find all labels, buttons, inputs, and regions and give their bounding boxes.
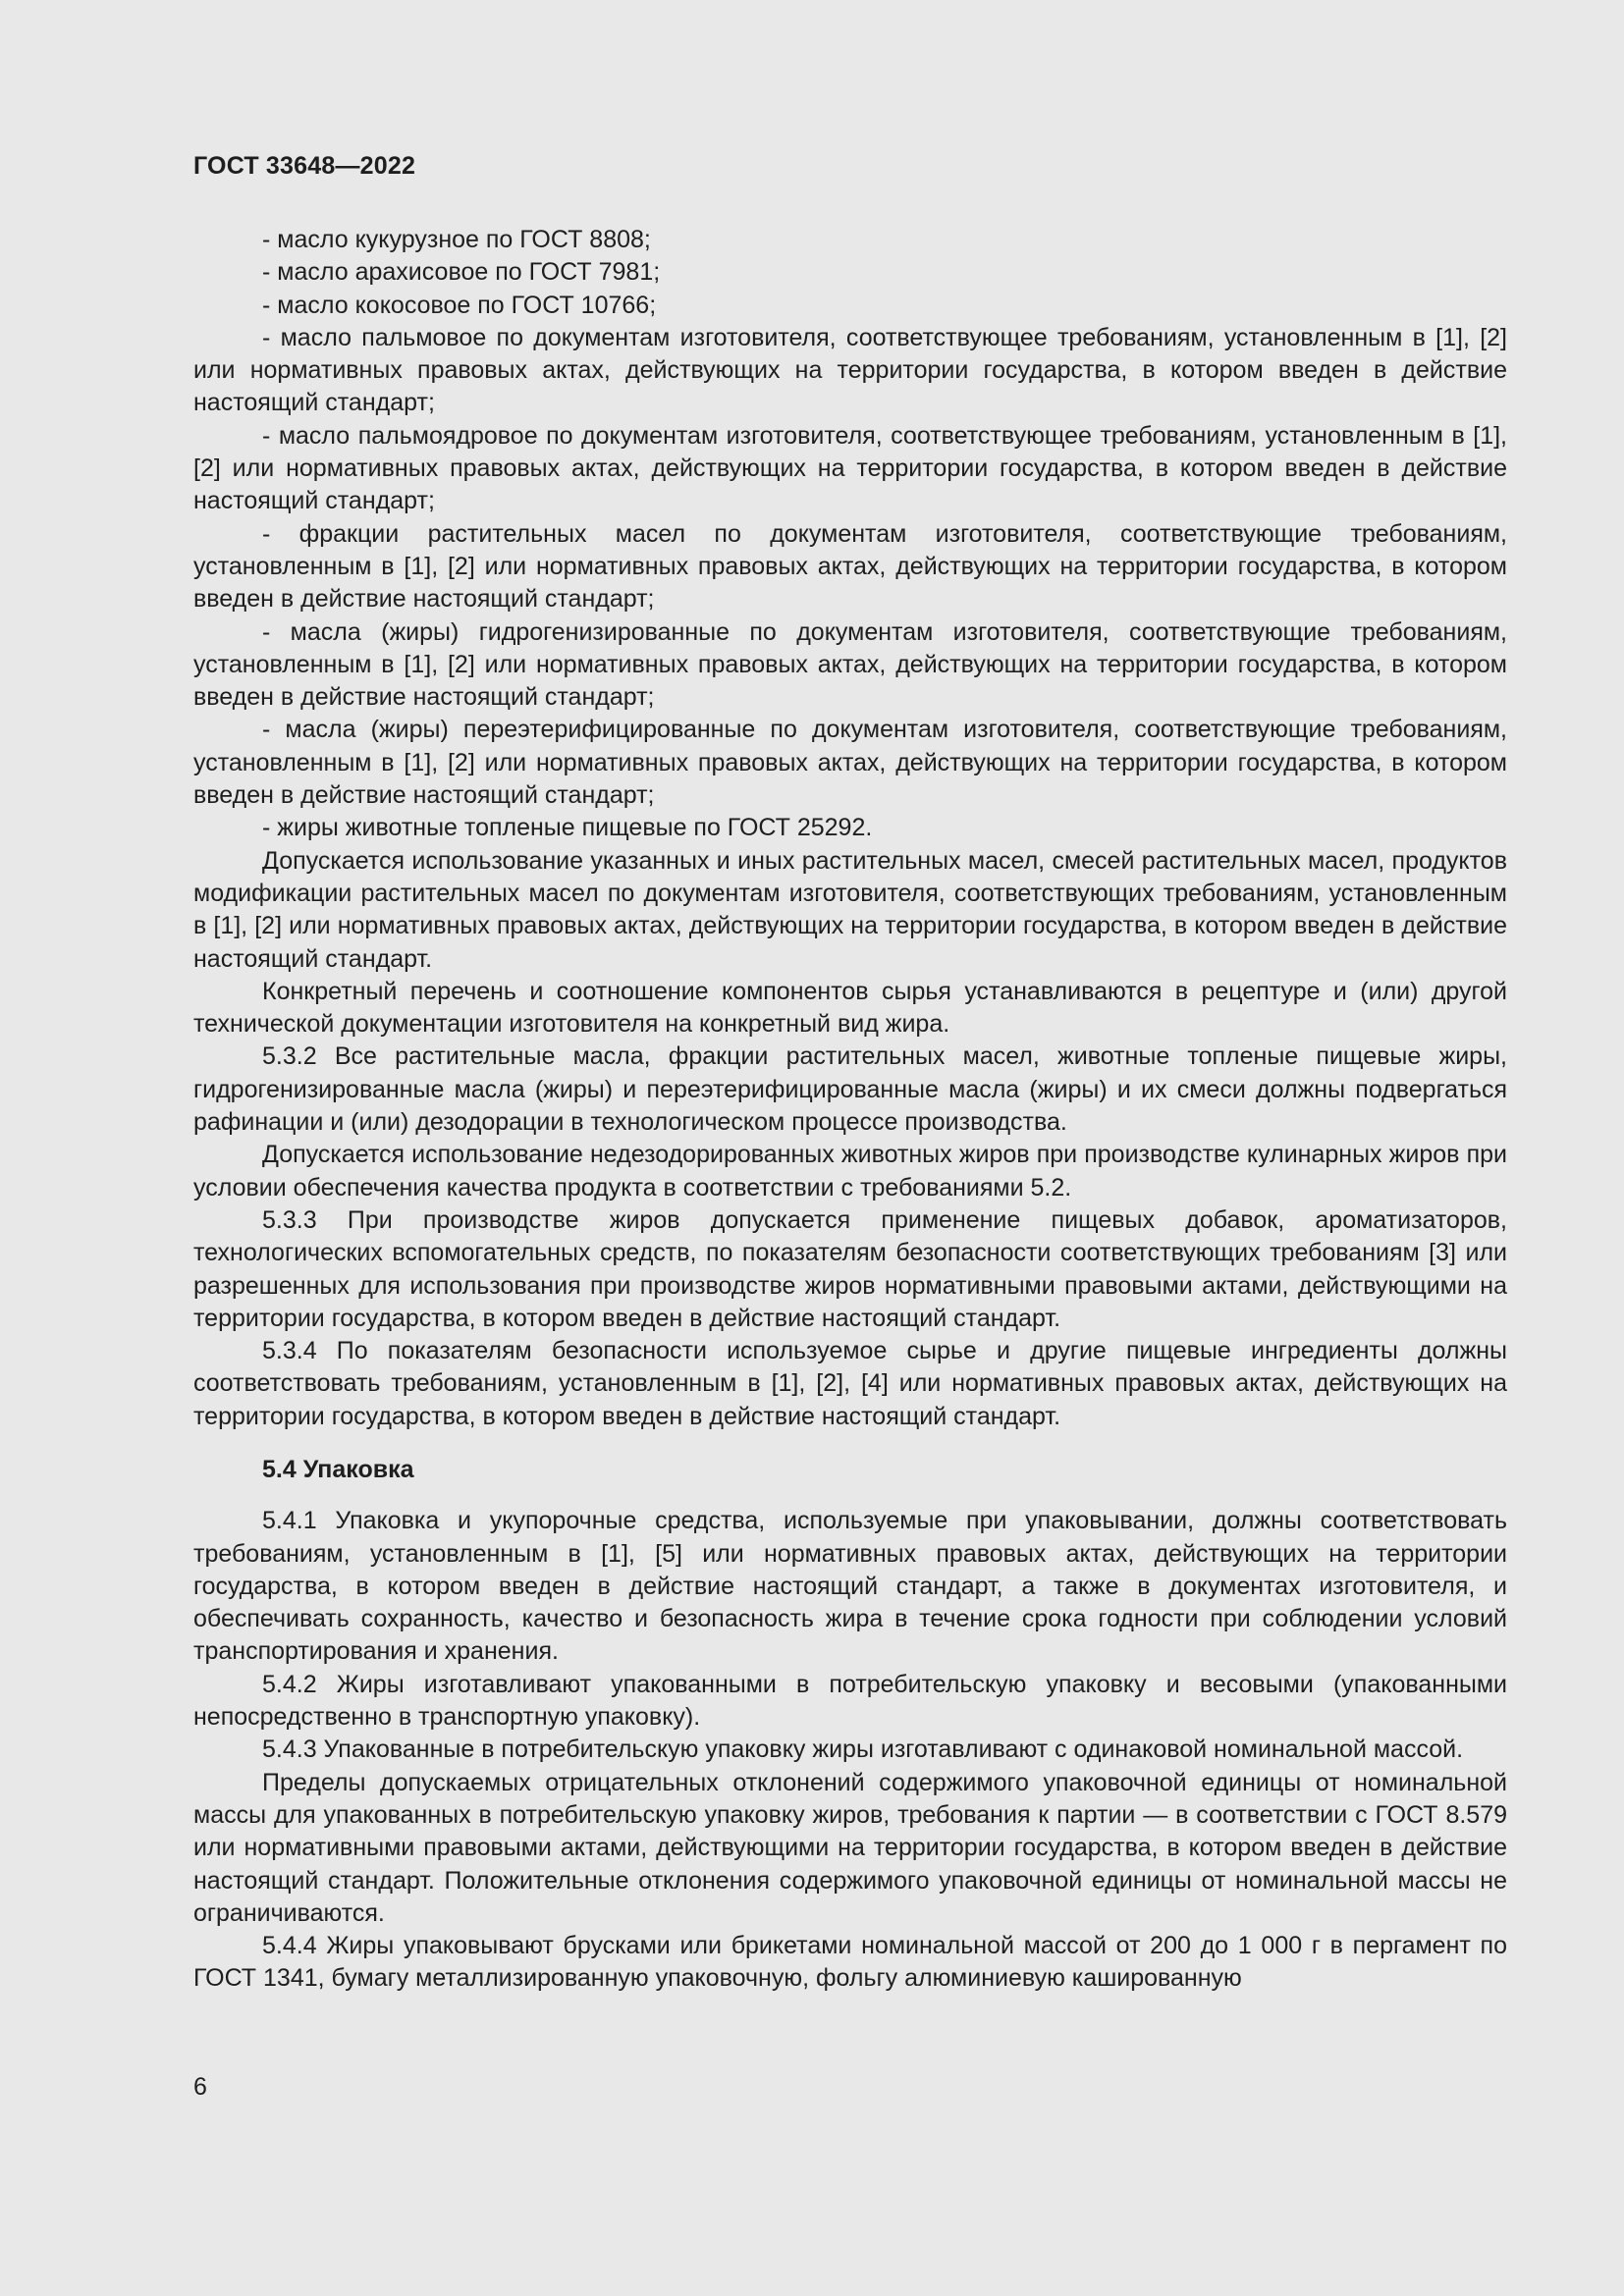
paragraph: - масло кокосовое по ГОСТ 10766; (262, 291, 657, 319)
section-heading: 5.4 Упаковка (262, 1455, 414, 1483)
paragraph: - масло кукурузное по ГОСТ 8808; (262, 226, 651, 253)
paragraph: - масло арахисовое по ГОСТ 7981; (262, 258, 661, 287)
paragraph: - фракции растительных масел по документам изготовителя, соответствующие требованиям, установленным в [1], [2] или нормативных правовых актах, действующих на территории государства, в котором введен в действие настоящий стандарт; (193, 519, 1507, 614)
paragraph: 5.3.2 Все растительные масла, фракции растительных масел, животные топленые пищевые жиры, гидрогенизированные масла (жиры) и переэтерифицированные масла (жиры) и их смеси должны подвергаться рафинации и (или) дезодорации в технологическом процессе производства. (193, 1042, 1507, 1137)
paragraph: - масла (жиры) гидрогенизированные по документам изготовителя, соответствующие требованиям, установленным в [1], [2] или нормативных правовых актах, действующих на территории государства, в котором введен в действие настоящий стандарт; (193, 617, 1507, 712)
paragraph: 5.4.1 Упаковка и укупорочные средства, используемые при упаковывании, должны соответствовать требованиям, установленным в [1], [5] или нормативных правовых актах, действующих на территории государства, в котором введен в действие настоящий стандарт, а также в документах изготовителя, и обеспечивать сохранность, качество и безопасность жира в течение срока годности при соблюдении условий транспортирования и хранения. (193, 1507, 1507, 1666)
paragraph: 5.3.3 При производстве жиров допускается применение пищевых добавок, ароматизаторов, технологических вспомогательных средств, по показателям безопасности соответствующих требованиям [3] или разрешенных для использования при производстве жиров нормативными правовыми актами, действующими на территории государства, в котором введен в действие настоящий стандарт. (193, 1205, 1507, 1332)
paragraph: 5.4.3 Упакованные в потребительскую упаковку жиры изготавливают с одинаковой номинальной массой. (262, 1735, 1464, 1764)
paragraph: - масло пальмоядровое по документам изготовителя, соответствующее требованиям, установленным в [1], [2] или нормативных правовых актах, действующих на территории государства, в котором введен в действие настоящий стандарт; (193, 421, 1507, 515)
paragraph: 5.4.4 Жиры упаковывают брусками или брикетами номинальной массой от 200 до 1 000 г в пергамент по ГОСТ 1341, бумагу металлизированную упаковочную, фольгу алюминиевую кашированную (193, 1932, 1507, 1993)
paragraph: 5.4.2 Жиры изготавливают упакованными в потребительскую упаковку и весовыми (упакованными непосредственно в транспортную упаковку). (193, 1670, 1507, 1732)
paragraph: - жиры животные топленые пищевые по ГОСТ 25292. (262, 814, 873, 842)
paragraph: Допускается использование недезодорированных животных жиров при производстве кулинарных жиров при условии обеспечения качества продукта в соответствии с требованиями 5.2. (193, 1141, 1507, 1201)
document-body (193, 224, 1507, 1996)
paragraph: - масло пальмовое по документам изготовителя, соответствующее требованиям, установленным в [1], [2] или нормативных правовых актах, действующих на территории государства, в котором введен в действие настоящий стандарт; (193, 323, 1507, 417)
paragraph: - масла (жиры) переэтерифицированные по документам изготовителя, соответствующие требованиям, установленным в [1], [2] или нормативных правовых актах, действующих на территории государства, в котором введен в действие настоящий стандарт; (193, 716, 1507, 810)
page-number: 6 (193, 2073, 207, 2101)
paragraph: Конкретный перечень и соотношение компонентов сырья устанавливаются в рецептуре и (или) другой технической документации изготовителя на конкретный вид жира. (193, 977, 1507, 1039)
document-header: ГОСТ 33648—2022 (193, 152, 416, 180)
paragraph: Пределы допускаемых отрицательных отклонений содержимого упаковочной единицы от номинальной массы для упакованных в потребительскую упаковку жиров, требования к партии — в соответствии с ГОСТ 8.579 или нормативными правовыми актами, действующими на территории государства, в котором введен в действие настоящий стандарт. Положительные отклонения содержимого упаковочной единицы от номинальной массы не ограничиваются. (193, 1768, 1507, 1927)
paragraph: Допускается использование указанных и иных растительных масел, смесей растительных масел, продуктов модификации растительных масел по документам изготовителя, соответствующих требованиям, установленным в [1], [2] или нормативных правовых актах, действующих на территории государства, в котором введен в действие настоящий стандарт. (193, 846, 1507, 973)
paragraph: 5.3.4 По показателям безопасности используемое сырье и другие пищевые ингредиенты должны соответствовать требованиям, установленным в [1], [2], [4] или нормативных правовых актах, действующих на территории государства, в котором введен в действие настоящий стандарт. (193, 1337, 1507, 1430)
